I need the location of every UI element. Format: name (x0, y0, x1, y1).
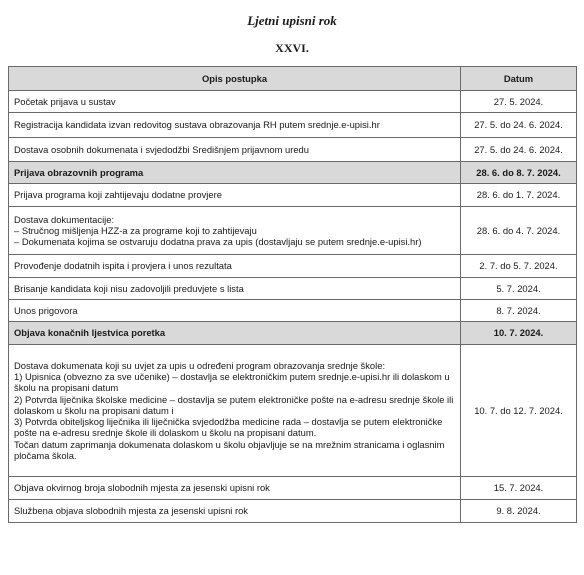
description-cell (9, 138, 461, 162)
description-line: Registracija kandidata izvan redovitog sustava obrazovanja RH putem srednje.e-upisi.hr (14, 119, 380, 131)
description-line: Dostava dokumenata koji su uvjet za upis u određeni program obrazovanja srednje škole: (14, 359, 386, 371)
table-row (9, 500, 577, 523)
date-cell: 28. 6. do 1. 7. 2024. (461, 184, 577, 207)
description-line: 3) Potvrda obiteljskog liječnika ili liječnička svjedodžba medicine rada – dostavlja se putem elektroničke pošte na e-adresu srednje škole ili dolaskom u školu na propisani datum. (14, 416, 443, 439)
description-line: Službena objava slobodnih mjesta za jesenski upisni rok (14, 505, 248, 517)
table-row (9, 184, 577, 207)
description-line: – Dokumenata kojima se ostvaruju dodatna prava za upis (dostavljaju se putem srednje.e-upisi.hr) (14, 236, 422, 248)
description-line: Točan datum zaprimanja dokumenata dolaskom u školu objavljuje se na mrežnim stranicama i oglasnim pločama škola. (14, 438, 445, 462)
description-cell (9, 500, 461, 523)
section-number: XXVI. (275, 41, 309, 55)
description-cell (9, 322, 461, 345)
description-line: Unos prigovora (14, 304, 78, 316)
description-cell (9, 207, 461, 255)
description-cell (9, 255, 461, 278)
section-row (9, 162, 577, 184)
date-cell: 27. 5. do 24. 6. 2024. (461, 138, 577, 162)
description-cell (9, 113, 461, 138)
table-header-row (9, 67, 577, 91)
date-cell: 28. 6. do 4. 7. 2024. (461, 207, 577, 255)
description-cell (9, 184, 461, 207)
table-row (9, 477, 577, 500)
date-cell: 27. 5. do 24. 6. 2024. (461, 113, 577, 138)
table-row (9, 138, 577, 162)
description-line: Dostava dokumentacije: (14, 213, 115, 225)
description-line: Prijava obrazovnih programa (14, 166, 144, 178)
date-cell: 10. 7. do 12. 7. 2024. (461, 345, 577, 477)
description-line: Objava okvirnog broja slobodnih mjesta za jesenski upisni rok (14, 482, 270, 494)
table-row (9, 255, 577, 278)
description-line: 2) Potvrda liječnika školske medicine – dostavlja se putem elektroničke pošte na e-adresu srednje škole ili dolaskom u školu na propisani datum i (14, 393, 454, 416)
description-cell (9, 300, 461, 322)
table-row (9, 207, 577, 255)
description-cell (9, 162, 461, 184)
date-cell: 8. 7. 2024. (461, 300, 577, 322)
date-cell: 28. 6. do 8. 7. 2024. (461, 162, 577, 184)
table-row (9, 300, 577, 322)
date-cell: 5. 7. 2024. (461, 278, 577, 300)
schedule-table (8, 66, 577, 523)
description-cell (9, 91, 461, 113)
document-title: Ljetni upisni rok (247, 13, 337, 28)
table-row (9, 113, 577, 138)
description-line: Objava konačnih ljestvica poretka (14, 327, 166, 339)
date-cell: 15. 7. 2024. (461, 477, 577, 500)
table-body (9, 91, 577, 523)
table-row (9, 278, 577, 300)
table-row (9, 91, 577, 113)
description-line: 1) Upisnica (obvezno za sve učenike) – dostavlja se elektroničkim putem srednje.e-upisi.hr ili dolaskom u školu na propisani datum (14, 370, 450, 394)
description-line: Dostava osobnih dokumenata i svjedodžbi Središnjem prijavnom uredu (14, 143, 309, 155)
description-line: Prijava programa koji zahtijevaju dodatne provjere (14, 189, 222, 201)
description-cell (9, 345, 461, 477)
date-cell: 10. 7. 2024. (461, 322, 577, 345)
date-cell: 27. 5. 2024. (461, 91, 577, 113)
description-line: Brisanje kandidata koji nisu zadovoljili preduvjete s lista (14, 282, 244, 294)
header-date: Datum (461, 67, 577, 91)
header-description: Opis postupka (9, 67, 461, 91)
section-row (9, 322, 577, 345)
description-line: Početak prijava u sustav (14, 95, 116, 107)
description-cell (9, 278, 461, 300)
description-line: – Stručnog mišljenja HZZ-a za programe koji to zahtijevaju (14, 224, 257, 236)
description-cell (9, 477, 461, 500)
description-line: Provođenje dodatnih ispita i provjera i unos rezultata (14, 260, 232, 272)
table-row (9, 345, 577, 477)
date-cell: 9. 8. 2024. (461, 500, 577, 523)
date-cell: 2. 7. do 5. 7. 2024. (461, 255, 577, 278)
